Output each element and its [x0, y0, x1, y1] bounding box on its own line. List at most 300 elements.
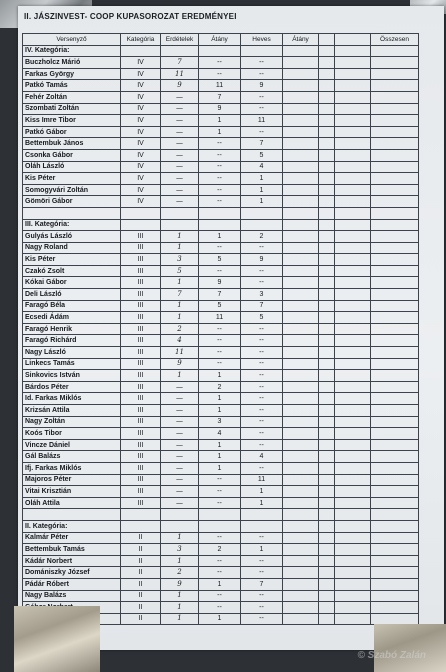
- player-name: Krizsán Attila: [23, 405, 121, 417]
- empty-cell: [335, 300, 371, 312]
- empty-cell: [161, 509, 199, 521]
- player-heves-points: 1: [241, 486, 283, 498]
- empty-cell: [371, 416, 419, 428]
- empty-cell: [335, 138, 371, 150]
- empty-cell: [319, 184, 335, 196]
- player-handwritten-points: 4: [161, 335, 199, 347]
- empty-cell: [199, 219, 241, 231]
- empty-cell: [283, 173, 319, 185]
- empty-cell: [23, 207, 121, 219]
- player-heves-points: --: [241, 439, 283, 451]
- empty-cell: [23, 509, 121, 521]
- empty-cell: [371, 103, 419, 115]
- player-heves-points: 7: [241, 138, 283, 150]
- empty-cell: [121, 219, 161, 231]
- table-row: [23, 149, 419, 161]
- empty-cell: [283, 347, 319, 359]
- player-handwritten-points: 9: [161, 80, 199, 92]
- empty-cell: [335, 335, 371, 347]
- player-heves-points: --: [241, 358, 283, 370]
- empty-cell: [283, 312, 319, 324]
- empty-cell: [283, 196, 319, 208]
- table-row: [23, 57, 419, 69]
- empty-cell: [335, 416, 371, 428]
- player-category: IV: [121, 115, 161, 127]
- empty-cell: [121, 207, 161, 219]
- player-handwritten-points: —: [161, 474, 199, 486]
- player-heves-points: 1: [241, 196, 283, 208]
- empty-cell: [371, 289, 419, 301]
- player-handwritten-points: —: [161, 486, 199, 498]
- empty-cell: [335, 486, 371, 498]
- empty-cell: [283, 497, 319, 509]
- player-atany-points: --: [199, 173, 241, 185]
- player-handwritten-points: 1: [161, 312, 199, 324]
- empty-cell: [335, 91, 371, 103]
- player-name: Vitai Krisztián: [23, 486, 121, 498]
- empty-cell: [371, 126, 419, 138]
- table-row: [23, 497, 419, 509]
- player-atany-points: 11: [199, 80, 241, 92]
- empty-cell: [319, 462, 335, 474]
- empty-cell: [319, 451, 335, 463]
- empty-cell: [283, 219, 319, 231]
- table-row: [23, 231, 419, 243]
- header-empty-2: [335, 34, 371, 46]
- table-row: [23, 300, 419, 312]
- table-row: [23, 312, 419, 324]
- empty-cell: [319, 602, 335, 614]
- player-category: III: [121, 231, 161, 243]
- player-handwritten-points: 2: [161, 323, 199, 335]
- empty-cell: [319, 497, 335, 509]
- player-category: III: [121, 323, 161, 335]
- player-atany-points: --: [199, 532, 241, 544]
- empty-cell: [241, 207, 283, 219]
- empty-cell: [335, 578, 371, 590]
- empty-cell: [371, 45, 419, 57]
- player-atany-points: --: [199, 602, 241, 614]
- empty-cell: [371, 312, 419, 324]
- player-heves-points: --: [241, 370, 283, 382]
- player-handwritten-points: 1: [161, 532, 199, 544]
- player-atany-points: 1: [199, 405, 241, 417]
- empty-cell: [371, 138, 419, 150]
- empty-cell: [371, 91, 419, 103]
- player-category: II: [121, 555, 161, 567]
- table-row: [23, 451, 419, 463]
- empty-cell: [319, 555, 335, 567]
- table-row: [23, 335, 419, 347]
- empty-cell: [283, 68, 319, 80]
- player-atany-points: --: [199, 497, 241, 509]
- player-category: IV: [121, 80, 161, 92]
- empty-cell: [371, 544, 419, 556]
- player-atany-points: 1: [199, 578, 241, 590]
- empty-cell: [319, 520, 335, 532]
- empty-cell: [283, 254, 319, 266]
- empty-cell: [371, 231, 419, 243]
- player-heves-points: 5: [241, 312, 283, 324]
- player-atany-points: 1: [199, 451, 241, 463]
- player-name: Patkó Tamás: [23, 80, 121, 92]
- empty-cell: [319, 103, 335, 115]
- player-name: Nagy Roland: [23, 242, 121, 254]
- player-atany-points: --: [199, 196, 241, 208]
- player-atany-points: --: [199, 149, 241, 161]
- empty-cell: [371, 381, 419, 393]
- player-name: Czakó Zsolt: [23, 265, 121, 277]
- empty-cell: [371, 590, 419, 602]
- table-row: [23, 370, 419, 382]
- empty-cell: [283, 207, 319, 219]
- empty-cell: [199, 207, 241, 219]
- empty-cell: [335, 509, 371, 521]
- empty-cell: [319, 207, 335, 219]
- player-heves-points: --: [241, 265, 283, 277]
- empty-cell: [283, 184, 319, 196]
- table-row: [23, 196, 419, 208]
- player-handwritten-points: 7: [161, 57, 199, 69]
- player-handwritten-points: —: [161, 451, 199, 463]
- empty-cell: [199, 520, 241, 532]
- player-atany-points: --: [199, 161, 241, 173]
- empty-cell: [335, 80, 371, 92]
- player-name: Majoros Péter: [23, 474, 121, 486]
- player-atany-points: --: [199, 335, 241, 347]
- empty-cell: [335, 57, 371, 69]
- empty-cell: [241, 45, 283, 57]
- player-heves-points: --: [241, 532, 283, 544]
- player-name: Kádár Norbert: [23, 555, 121, 567]
- tape-bottom-right: [374, 624, 446, 672]
- empty-cell: [335, 370, 371, 382]
- player-atany-points: --: [199, 347, 241, 359]
- empty-cell: [371, 602, 419, 614]
- empty-cell: [319, 149, 335, 161]
- player-heves-points: 11: [241, 474, 283, 486]
- player-name: Ifj. Farkas Miklós: [23, 462, 121, 474]
- category-row: [23, 45, 419, 57]
- player-name: Deli László: [23, 289, 121, 301]
- player-handwritten-points: 1: [161, 602, 199, 614]
- empty-cell: [319, 254, 335, 266]
- player-handwritten-points: —: [161, 91, 199, 103]
- table-row: [23, 289, 419, 301]
- empty-cell: [319, 405, 335, 417]
- empty-cell: [283, 602, 319, 614]
- empty-cell: [371, 451, 419, 463]
- player-name: Bettembuk János: [23, 138, 121, 150]
- player-atany-points: 2: [199, 381, 241, 393]
- player-atany-points: 1: [199, 115, 241, 127]
- photo-watermark: © Szabó Zalán: [357, 650, 426, 661]
- player-atany-points: 2: [199, 544, 241, 556]
- player-heves-points: --: [241, 567, 283, 579]
- empty-cell: [335, 45, 371, 57]
- player-handwritten-points: —: [161, 138, 199, 150]
- player-category: IV: [121, 103, 161, 115]
- player-handwritten-points: 1: [161, 242, 199, 254]
- player-category: III: [121, 405, 161, 417]
- player-handwritten-points: —: [161, 126, 199, 138]
- player-name: Gulyás László: [23, 231, 121, 243]
- player-category: IV: [121, 138, 161, 150]
- table-row: [23, 590, 419, 602]
- player-category: III: [121, 312, 161, 324]
- player-handwritten-points: —: [161, 381, 199, 393]
- page-title: II. JÁSZINVEST- COOP KUPASOROZAT EREDMÉNYEI: [24, 12, 237, 21]
- empty-cell: [319, 393, 335, 405]
- table-row: [23, 184, 419, 196]
- player-name: Kis Péter: [23, 173, 121, 185]
- empty-cell: [335, 462, 371, 474]
- empty-cell: [335, 405, 371, 417]
- player-atany-points: --: [199, 138, 241, 150]
- player-atany-points: 9: [199, 103, 241, 115]
- empty-cell: [283, 80, 319, 92]
- player-heves-points: --: [241, 277, 283, 289]
- player-category: III: [121, 335, 161, 347]
- empty-cell: [283, 393, 319, 405]
- player-handwritten-points: —: [161, 149, 199, 161]
- player-name: Bárdos Péter: [23, 381, 121, 393]
- player-handwritten-points: 1: [161, 555, 199, 567]
- empty-cell: [283, 138, 319, 150]
- player-atany-points: 1: [199, 393, 241, 405]
- empty-cell: [319, 509, 335, 521]
- category-row: [23, 219, 419, 231]
- empty-cell: [283, 439, 319, 451]
- player-name: Kis Péter: [23, 254, 121, 266]
- empty-cell: [335, 590, 371, 602]
- category-label: III. Kategória:: [23, 219, 121, 231]
- empty-cell: [335, 126, 371, 138]
- player-handwritten-points: 11: [161, 68, 199, 80]
- player-name: Patkó Gábor: [23, 126, 121, 138]
- empty-cell: [371, 405, 419, 417]
- header-versenyzo: Versenyző: [23, 34, 121, 46]
- player-category: III: [121, 265, 161, 277]
- table-row: [23, 532, 419, 544]
- empty-cell: [283, 567, 319, 579]
- player-handwritten-points: 11: [161, 347, 199, 359]
- table-row: [23, 578, 419, 590]
- player-category: II: [121, 613, 161, 625]
- empty-cell: [319, 439, 335, 451]
- player-handwritten-points: —: [161, 115, 199, 127]
- empty-cell: [319, 115, 335, 127]
- empty-cell: [283, 149, 319, 161]
- player-handwritten-points: 1: [161, 370, 199, 382]
- player-atany-points: --: [199, 555, 241, 567]
- empty-cell: [319, 45, 335, 57]
- empty-cell: [371, 149, 419, 161]
- player-name: Oláh László: [23, 161, 121, 173]
- empty-cell: [335, 219, 371, 231]
- empty-cell: [319, 370, 335, 382]
- table-row: [23, 126, 419, 138]
- player-name: Fehér Zoltán: [23, 91, 121, 103]
- player-category: III: [121, 370, 161, 382]
- player-heves-points: --: [241, 555, 283, 567]
- empty-cell: [335, 207, 371, 219]
- empty-cell: [319, 173, 335, 185]
- empty-cell: [283, 381, 319, 393]
- category-label: IV. Kategória:: [23, 45, 121, 57]
- empty-cell: [335, 497, 371, 509]
- empty-cell: [335, 254, 371, 266]
- empty-cell: [335, 196, 371, 208]
- table-row: [23, 347, 419, 359]
- table-row: [23, 544, 419, 556]
- player-category: III: [121, 347, 161, 359]
- tape-bottom-left: [14, 606, 100, 672]
- empty-cell: [335, 428, 371, 440]
- player-handwritten-points: —: [161, 462, 199, 474]
- table-row: [23, 486, 419, 498]
- player-handwritten-points: 1: [161, 300, 199, 312]
- empty-cell: [371, 254, 419, 266]
- empty-cell: [335, 68, 371, 80]
- header-atany-2: Átány: [283, 34, 319, 46]
- player-heves-points: --: [241, 57, 283, 69]
- player-heves-points: 4: [241, 451, 283, 463]
- player-category: III: [121, 242, 161, 254]
- player-heves-points: --: [241, 323, 283, 335]
- player-category: III: [121, 462, 161, 474]
- player-atany-points: 5: [199, 300, 241, 312]
- header-empty-1: [319, 34, 335, 46]
- empty-cell: [371, 265, 419, 277]
- table-row: [23, 381, 419, 393]
- player-category: III: [121, 381, 161, 393]
- player-atany-points: --: [199, 242, 241, 254]
- table-row: [23, 405, 419, 417]
- player-heves-points: 9: [241, 254, 283, 266]
- empty-cell: [371, 439, 419, 451]
- player-heves-points: 1: [241, 497, 283, 509]
- player-atany-points: --: [199, 265, 241, 277]
- empty-cell: [335, 602, 371, 614]
- player-atany-points: 1: [199, 231, 241, 243]
- player-atany-points: 5: [199, 254, 241, 266]
- player-name: Gömöri Gábor: [23, 196, 121, 208]
- empty-cell: [283, 277, 319, 289]
- player-atany-points: --: [199, 486, 241, 498]
- player-name: Buczholcz Márió: [23, 57, 121, 69]
- empty-cell: [371, 57, 419, 69]
- player-category: IV: [121, 126, 161, 138]
- player-category: II: [121, 602, 161, 614]
- empty-cell: [335, 265, 371, 277]
- player-atany-points: 11: [199, 312, 241, 324]
- player-name: Ecsedi Ádám: [23, 312, 121, 324]
- player-handwritten-points: —: [161, 161, 199, 173]
- player-category: III: [121, 474, 161, 486]
- player-handwritten-points: —: [161, 393, 199, 405]
- empty-cell: [371, 520, 419, 532]
- player-name: Koós Tibor: [23, 428, 121, 440]
- empty-cell: [371, 462, 419, 474]
- header-osszesen: Összesen: [371, 34, 419, 46]
- table-row: [23, 462, 419, 474]
- empty-cell: [319, 219, 335, 231]
- empty-cell: [335, 451, 371, 463]
- player-category: III: [121, 254, 161, 266]
- player-category: IV: [121, 91, 161, 103]
- player-heves-points: --: [241, 613, 283, 625]
- player-handwritten-points: 7: [161, 289, 199, 301]
- empty-cell: [283, 428, 319, 440]
- player-heves-points: 7: [241, 300, 283, 312]
- table-row: [23, 91, 419, 103]
- player-atany-points: --: [199, 323, 241, 335]
- blank-row: [23, 509, 419, 521]
- empty-cell: [319, 613, 335, 625]
- empty-cell: [319, 347, 335, 359]
- empty-cell: [335, 532, 371, 544]
- table-row: [23, 555, 419, 567]
- empty-cell: [161, 207, 199, 219]
- table-row: [23, 416, 419, 428]
- empty-cell: [335, 103, 371, 115]
- empty-cell: [283, 289, 319, 301]
- player-category: III: [121, 277, 161, 289]
- player-category: II: [121, 578, 161, 590]
- empty-cell: [371, 532, 419, 544]
- player-heves-points: 3: [241, 289, 283, 301]
- player-heves-points: --: [241, 590, 283, 602]
- player-category: III: [121, 439, 161, 451]
- player-category: II: [121, 590, 161, 602]
- empty-cell: [319, 428, 335, 440]
- empty-cell: [161, 219, 199, 231]
- player-atany-points: 1: [199, 462, 241, 474]
- empty-cell: [319, 138, 335, 150]
- empty-cell: [335, 231, 371, 243]
- empty-cell: [371, 393, 419, 405]
- empty-cell: [319, 323, 335, 335]
- player-name: Bettembuk Tamás: [23, 544, 121, 556]
- empty-cell: [371, 567, 419, 579]
- empty-cell: [371, 509, 419, 521]
- player-atany-points: --: [199, 184, 241, 196]
- player-name: Csonka Gábor: [23, 149, 121, 161]
- empty-cell: [335, 555, 371, 567]
- category-label: II. Kategória:: [23, 520, 121, 532]
- player-handwritten-points: —: [161, 405, 199, 417]
- empty-cell: [283, 370, 319, 382]
- table-row: [23, 115, 419, 127]
- empty-cell: [319, 578, 335, 590]
- player-handwritten-points: 9: [161, 578, 199, 590]
- empty-cell: [283, 590, 319, 602]
- player-handwritten-points: —: [161, 428, 199, 440]
- player-atany-points: 3: [199, 416, 241, 428]
- player-name: Faragó Béla: [23, 300, 121, 312]
- empty-cell: [335, 358, 371, 370]
- player-handwritten-points: —: [161, 439, 199, 451]
- player-heves-points: --: [241, 91, 283, 103]
- empty-cell: [319, 544, 335, 556]
- player-name: Nagy Zoltán: [23, 416, 121, 428]
- player-name: Faragó Henrik: [23, 323, 121, 335]
- empty-cell: [319, 381, 335, 393]
- player-category: III: [121, 289, 161, 301]
- player-category: IV: [121, 196, 161, 208]
- empty-cell: [121, 520, 161, 532]
